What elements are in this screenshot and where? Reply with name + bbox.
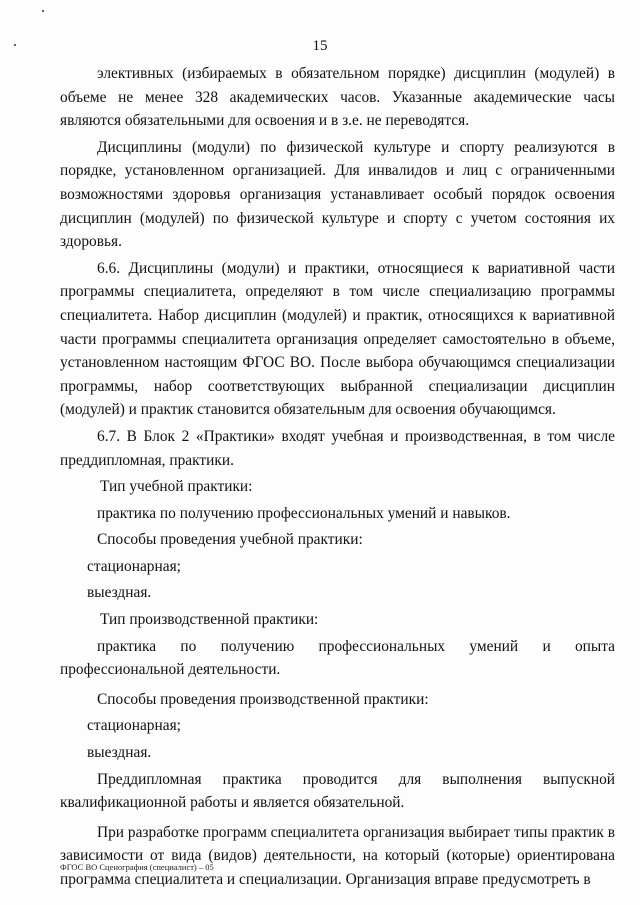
list-line: Способы проведения учебной практики: bbox=[97, 531, 363, 549]
page-number: 15 bbox=[312, 38, 328, 54]
paragraph: элективных (избираемых в обязательном порядке) дисциплин (модулей) в объеме не менее 328 академических часов. Указанные академические часы являются обязательными для освоения и в з.е. не переводятся. bbox=[60, 65, 615, 130]
list-line: Тип учебной практики: bbox=[100, 478, 253, 496]
paragraph: практика по получению профессиональных умений и опыта профессиональной деятельности. bbox=[60, 637, 615, 679]
document-footer: ФГОС ВО Сценография (специалист) – 05 bbox=[60, 862, 214, 872]
document-body bbox=[60, 62, 615, 892]
scan-speck bbox=[42, 10, 44, 12]
paragraph: Дисциплины (модули) по физической культуре и спорту реализуются в порядке, установленном организацией. Для инвалидов и лиц с ограниченными возможностями здоровья организация устанавливает особый порядок освоения дисциплин (модулей) по физической культуре и спорту с учетом состояния их здоровья. bbox=[60, 138, 615, 251]
list-line: Тип производственной практики: bbox=[100, 611, 319, 629]
paragraph: Преддипломная практика проводится для выполнения выпускной квалификационной работы и является обязательной. bbox=[60, 770, 615, 812]
list-line: стационарная; bbox=[87, 557, 181, 575]
paragraph: 6.6. Дисциплины (модули) и практики, относящиеся к вариативной части программы специалитета, определяют в том числе специализацию программы специалитета. Набор дисциплин (модулей) и практик, относящихся к вариативной части программы специалитета организация определяет самостоятельно в объеме, установленном настоящим ФГОС ВО. После выбора обучающимся специализации программы, набор соответствующих выбранной специализации дисциплин (модулей) и практик становится обязательным для освоения обучающимся. bbox=[60, 259, 615, 419]
paragraph: При разработке программ специалитета организация выбирает типы практик в зависимости от вида (видов) деятельности, на который (которые) ориентирована программа специалитета и специализации. Организация вправе предусмотреть в bbox=[60, 823, 615, 888]
list-line: Способы проведения производственной практики: bbox=[97, 690, 429, 708]
list-line: стационарная; bbox=[87, 717, 181, 735]
list-line: выездная. bbox=[87, 744, 152, 762]
list-line: выездная. bbox=[87, 584, 152, 602]
list-line: практика по получению профессиональных умений и навыков. bbox=[97, 504, 511, 522]
paragraph: 6.7. В Блок 2 «Практики» входят учебная и производственная, в том числе преддипломная, практики. bbox=[60, 427, 615, 469]
